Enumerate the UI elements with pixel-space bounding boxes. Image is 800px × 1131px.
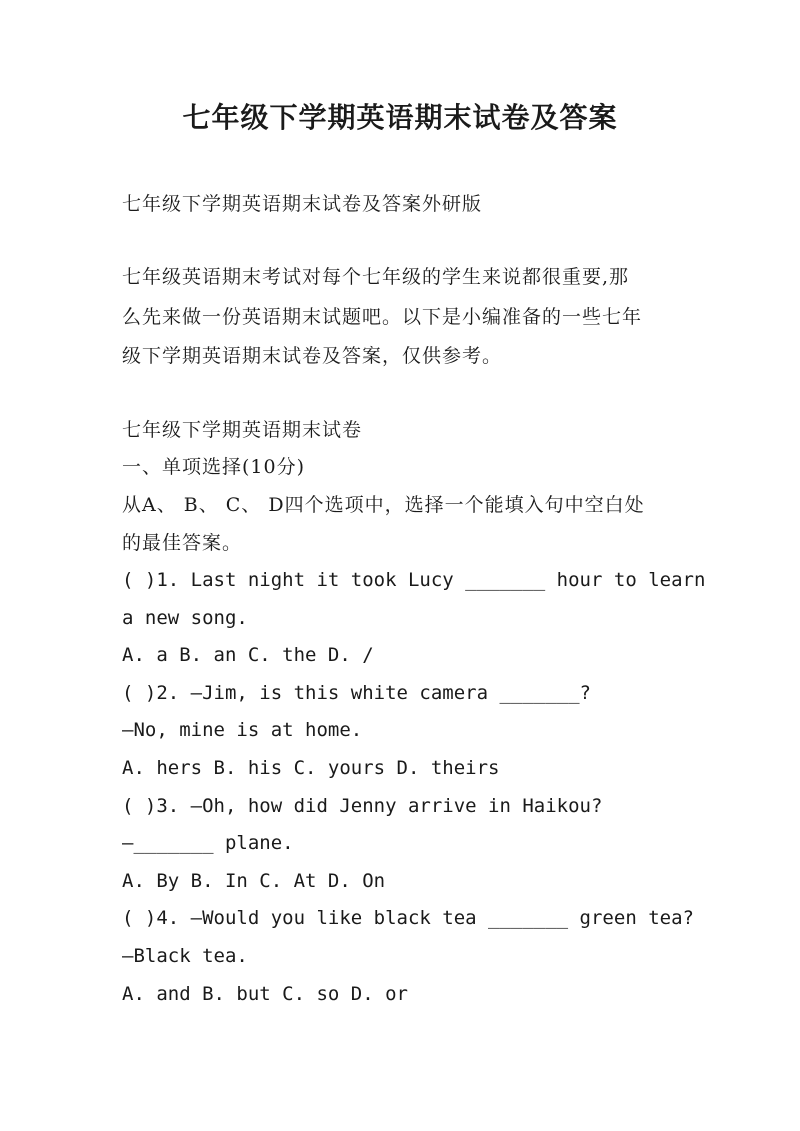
question-1-options: A. a B. an C. the D. / [122,644,374,666]
intro-line-3: 级下学期英语期末试卷及答案，仅供参考。 [122,345,503,367]
question-1-line-1: ( )1. Last night it took Lucy _______ hour to learn [122,569,706,591]
question-3-line-2: —_______ plane. [122,832,294,854]
question-2-options: A. hers B. his C. yours D. theirs [122,757,500,779]
instructions-line-2: 的最佳答案。 [122,532,243,554]
question-2-line-1: ( )2. —Jim, is this white camera _______? [122,682,591,704]
question-2-line-2: —No, mine is at home. [122,719,363,741]
question-3-line-1: ( )3. —Oh, how did Jenny arrive in Haikou? [122,795,603,817]
question-4-line-1: ( )4. —Would you like black tea _______ green tea? [122,907,694,929]
section-heading: 七年级下学期英语期末试卷 [122,419,363,441]
page-title: 七年级下学期英语期末试卷及答案 [182,101,618,134]
question-4-line-2: —Black tea. [122,945,248,967]
instructions-line-1: 从A、 B、 C、 D四个选项中，选择一个能填入句中空白处 [122,494,645,516]
question-4-options: A. and B. but C. so D. or [122,983,408,1005]
intro-line-1: 七年级英语期末考试对每个七年级的学生来说都很重要,那 [122,266,630,288]
question-1-line-2: a new song. [122,607,248,629]
intro-line-2: 么先来做一份英语期末试题吧。以下是小编准备的一些七年 [122,306,643,328]
part-heading: 一、单项选择(10分) [122,456,306,478]
question-3-options: A. By B. In C. At D. On [122,870,386,892]
subtitle: 七年级下学期英语期末试卷及答案外研版 [122,193,483,215]
